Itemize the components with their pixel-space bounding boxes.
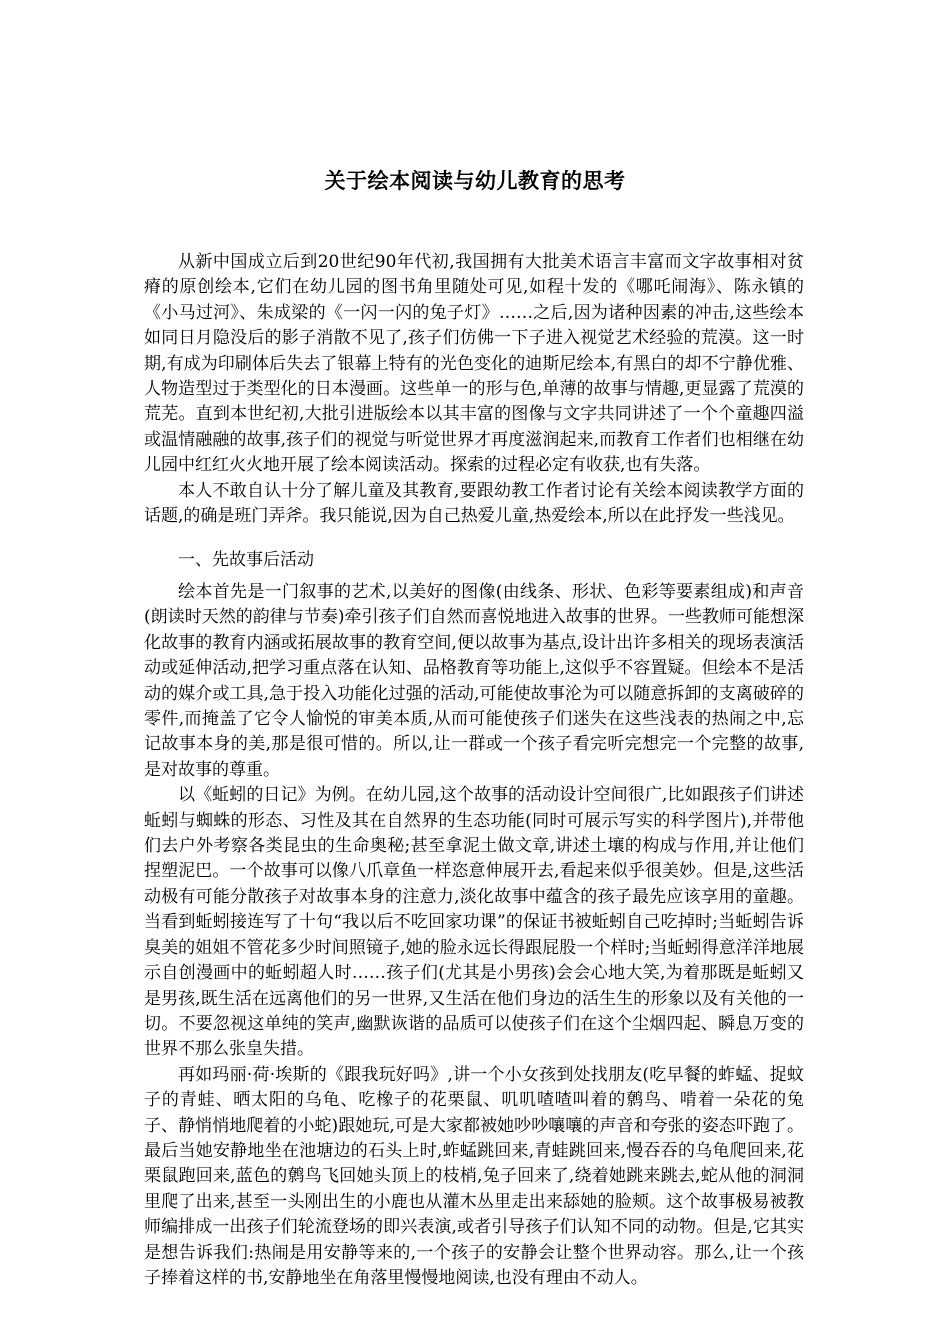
- paragraph: 以《蚯蚓的日记》为例。在幼儿园,这个故事的活动设计空间很广,比如跟孩子们讲述蚯蚓与蜘蛛的形态、习性及其在自然界的生态功能(同时可展示写实的科学图片),并带他们去户外考察各类昆虫的生命奥秘;甚至拿泥土做文章,讲述土壤的构成与作用,并让他们捏塑泥巴。一个故事可以像八爪章鱼一样恣意伸展开去,看起来似乎很美妙。但是,这些活动极有可能分散孩子对故事本身的注意力,淡化故事中蕴含的孩子最先应该享用的童趣。当看到蚯蚓接连写了十句“我以后不吃回家功课”的保证书被蚯蚓自己吃掉时;当蚯蚓告诉臭美的姐姐不管花多少时间照镜子,她的脸永远长得跟屁股一个样时;当蚯蚓得意洋洋地展示自创漫画中的蚯蚓超人时……孩子们(尤其是小男孩)会会心地大笑,为着那既是蚯蚓又是男孩,既生活在远离他们的另一世界,又生活在他们身边的活生生的形象以及有关他的一切。不要忽视这单纯的笑声,幽默诙谐的品质可以使孩子们在这个尘烟四起、瞬息万变的世界不那么张皇失措。: [144, 785, 804, 1060]
- paragraph: 从新中国成立后到20世纪90年代初,我国拥有大批美术语言丰富而文字故事相对贫瘠的原创绘本,它们在幼儿园的图书角里随处可见,如程十发的《哪吒闹海》、陈永镇的《小马过河》、朱成梁的《一闪一闪的兔子灯》……之后,因为诸种因素的冲击,这些绘本如同日月隐没后的影子消散不见了,孩子们仿佛一下子进入视觉艺术经验的荒漠。这一时期,有成为印刷体后失去了银幕上特有的光色变化的迪斯尼绘本,有黑白的却不宁静优雅、人物造型过于类型化的日本漫画。这些单一的形与色,单薄的故事与情趣,更显露了荒漠的荒芜。直到本世纪初,大批引进版绘本以其丰富的图像与文字共同讲述了一个个童趣四溢或温情融融的故事,孩子们的视觉与听觉世界才再度滋润起来,而教育工作者们也相继在幼儿园中红红火火地开展了绘本阅读活动。探索的过程必定有收获,也有失落。: [144, 252, 804, 476]
- paragraph: 绘本首先是一门叙事的艺术,以美好的图像(由线条、形状、色彩等要素组成)和声音(朗读时天然的韵律与节奏)牵引孩子们自然而喜悦地进入故事的世界。一些教师可能想深化故事的教育内涵或拓展故事的教育空间,便以故事为基点,设计出许多相关的现场表演活动或延伸活动,把学习重点落在认知、品格教育等功能上,这似乎不容置疑。但绘本不是活动的媒介或工具,急于投入功能化过强的活动,可能使故事沦为可以随意拆卸的支离破碎的零件,而掩盖了它令人愉悦的审美本质,从而可能使孩子们迷失在这些浅表的热闹之中,忘记故事本身的美,那是很可惜的。所以,让一群或一个孩子看完听完想完一个完整的故事,是对故事的尊重。: [144, 582, 804, 780]
- intro-section: [144, 250, 804, 529]
- section-heading-block: [144, 548, 804, 573]
- document-title: 关于绘本阅读与幼儿教育的思考: [324, 168, 626, 193]
- section-heading: 一、先故事后活动: [178, 550, 314, 570]
- section-body: [144, 580, 804, 1291]
- paragraph: 本人不敢自认十分了解儿童及其教育,要跟幼教工作者讨论有关绘本阅读教学方面的话题,的确是班门弄斧。我只能说,因为自己热爱儿童,热爱绘本,所以在此抒发一些浅见。: [144, 480, 804, 527]
- paragraph: 再如玛丽·荷·埃斯的《跟我玩好吗》,讲一个小女孩到处找朋友(吃早餐的蚱蜢、捉蚊子的青蛙、晒太阳的乌龟、吃橡子的花栗鼠、叽叽喳喳叫着的鹩鸟、啃着一朵花的兔子、静悄悄地爬着的小蛇)跟她玩,可是大家都被她吵吵嚷嚷的声音和夸张的姿态吓跑了。最后当她安静地坐在池塘边的石头上时,蚱蜢跳回来,青蛙跳回来,慢吞吞的乌龟爬回来,花栗鼠跑回来,蓝色的鹩鸟飞回她头顶上的枝梢,兔子回来了,绕着她跳来跳去,蛇从他的洞洞里爬了出来,甚至一头刚出生的小鹿也从灌木丛里走出来舔她的脸颊。这个故事极易被教师编排成一出孩子们轮流登场的即兴表演,或者引导孩子们认知不同的动物。但是,它其实是想告诉我们:热闹是用安静等来的,一个孩子的安静会让整个世界动容。那么,让一个孩子捧着这样的书,安静地坐在角落里慢慢地阅读,也没有理由不动人。: [144, 1064, 804, 1288]
